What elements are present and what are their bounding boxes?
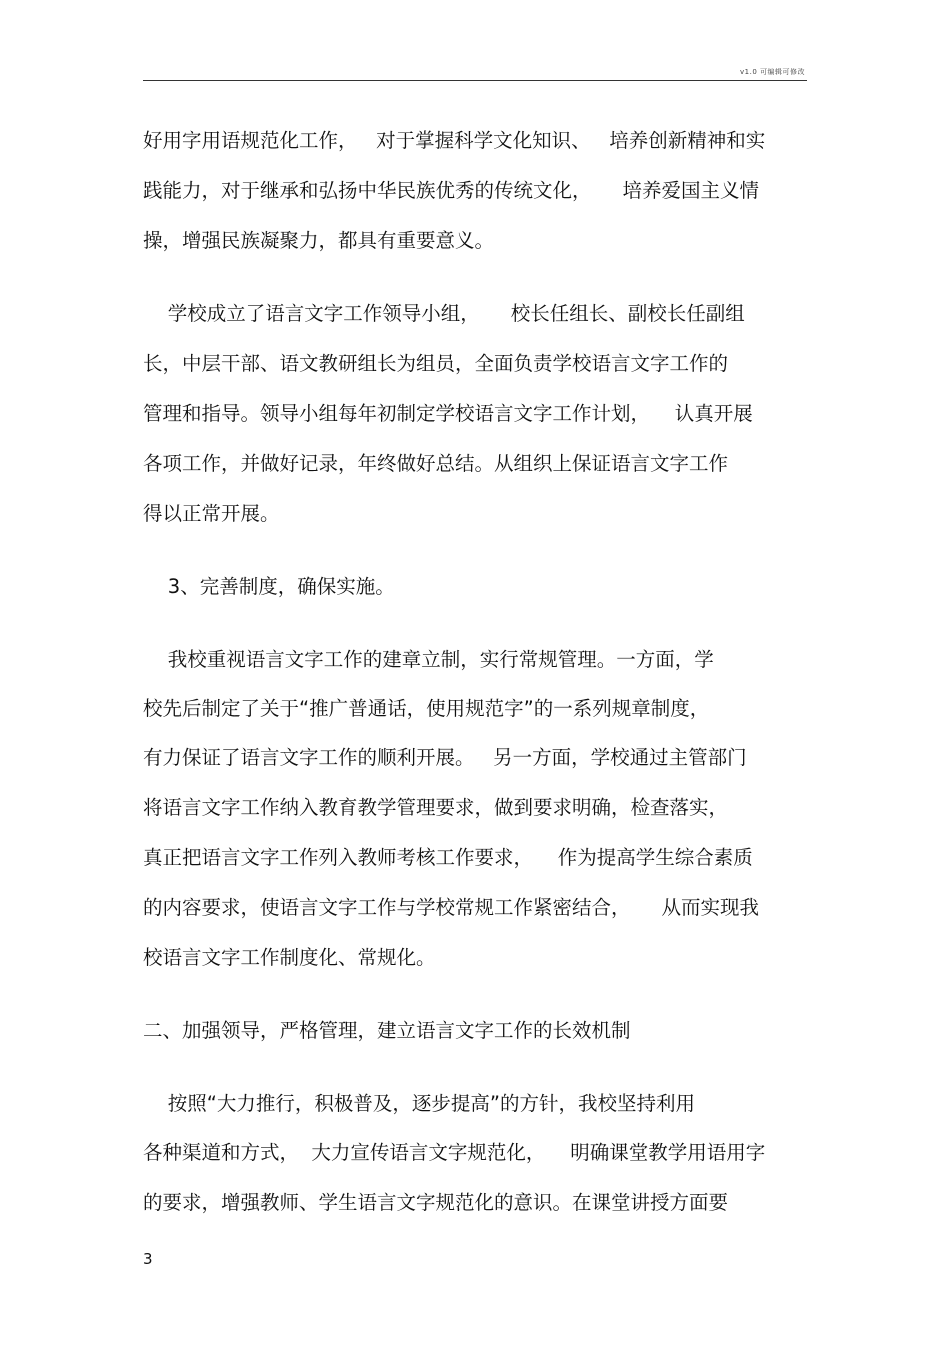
header-divider xyxy=(143,80,807,81)
header-version-label: v1.0 可编辑可修改 xyxy=(740,68,805,76)
section-heading: 3、完善制度，确保实施。 xyxy=(143,575,395,598)
body-line: 校语言文字工作制度化、常规化。 xyxy=(143,946,436,969)
body-line: 长，中层干部、语文教研组长为组员，全面负责学校语言文字工作的 xyxy=(143,352,729,375)
section-heading: 二、加强领导，严格管理，建立语言文字工作的长效机制 xyxy=(143,1019,631,1042)
body-line: 我校重视语言文字工作的建章立制，实行常规管理。一方面，学 xyxy=(143,648,714,671)
body-line: 按照“大力推行，积极普及，逐步提高”的方针，我校坚持利用 xyxy=(143,1092,695,1115)
body-line: 将语言文字工作纳入教育教学管理要求，做到要求明确，检查落实， xyxy=(143,796,729,819)
page-number: 3 xyxy=(143,1250,153,1268)
body-line: 得以正常开展。 xyxy=(143,502,280,525)
body-line: 各种渠道和方式， 大力宣传语言文字规范化， 明确课堂教学用语用字 xyxy=(143,1141,766,1164)
body-line: 好用字用语规范化工作， 对于掌握科学文化知识、 培养创新精神和实 xyxy=(143,129,766,152)
body-line: 的要求，增强教师、学生语言文字规范化的意识。在课堂讲授方面要 xyxy=(143,1191,729,1214)
body-line: 校先后制定了关于“推广普通话，使用规范字”的一系列规章制度， xyxy=(143,697,710,720)
body-line: 学校成立了语言文字工作领导小组， 校长任组长、副校长任副组 xyxy=(143,302,745,325)
body-line: 各项工作，并做好记录，年终做好总结。从组织上保证语言文字工作 xyxy=(143,452,729,475)
body-line: 操，增强民族凝聚力，都具有重要意义。 xyxy=(143,229,495,252)
body-line: 的内容要求，使语言文字工作与学校常规工作紧密结合， 从而实现我 xyxy=(143,896,759,919)
body-line: 真正把语言文字工作列入教师考核工作要求， 作为提高学生综合素质 xyxy=(143,846,753,869)
body-line: 管理和指导。领导小组每年初制定学校语言文字工作计划， 认真开展 xyxy=(143,402,753,425)
body-line: 践能力，对于继承和弘扬中华民族优秀的传统文化， 培养爱国主义情 xyxy=(143,179,759,202)
body-line: 有力保证了语言文字工作的顺利开展。 另一方面，学校通过主管部门 xyxy=(143,746,747,769)
